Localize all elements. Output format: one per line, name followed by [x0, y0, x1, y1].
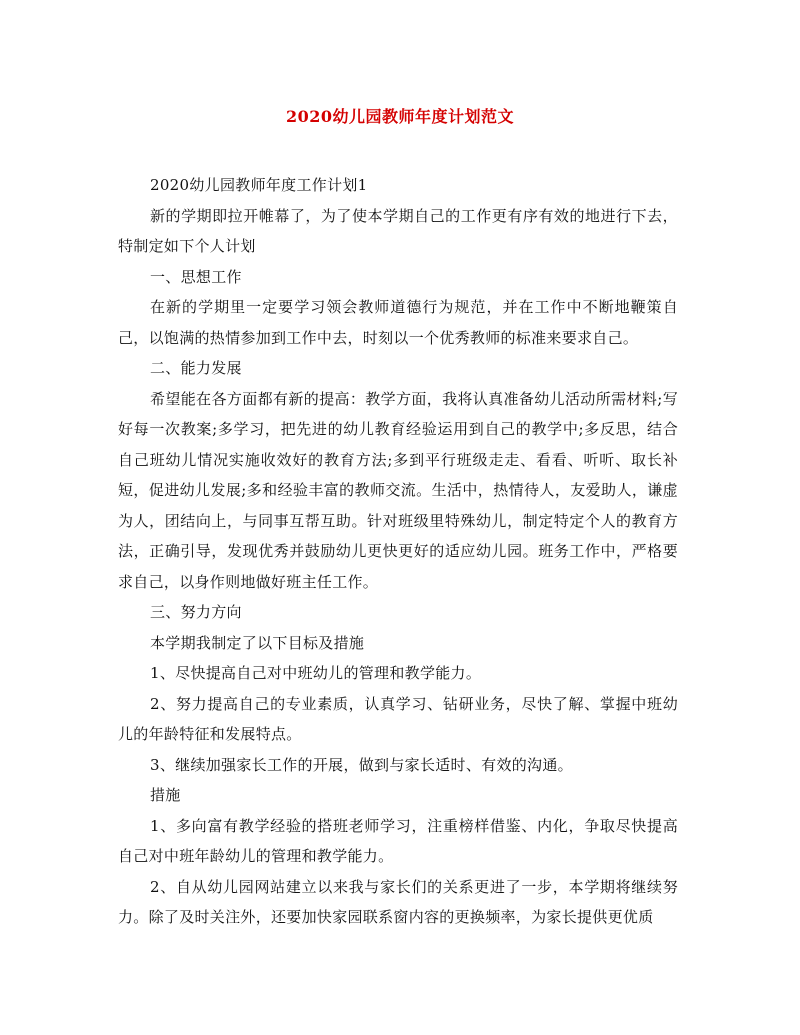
section-heading-thought: 一、思想工作 — [150, 267, 242, 286]
section-heading-direction: 三、努力方向 — [150, 603, 242, 621]
paragraph-goals-intro: 本学期我制定了以下目标及措施 — [150, 633, 365, 652]
section-heading-measures: 措施 — [150, 786, 181, 804]
paragraph-heading-plan: 2020幼儿园教师年度工作计划1 — [150, 176, 368, 194]
measure-item-2: 2、自从幼儿园网站建立以来我与家长们的关系更进了一步，本学期将继续努力。除了及时关注外，还要加快家园联系窗内容的更换频率，为家长提供更优质 — [118, 877, 678, 926]
paragraph-intro: 新的学期即拉开帷幕了，为了使本学期自己的工作更有序有效的地进行下去，特制定如下个人计划 — [118, 206, 678, 255]
paragraph-thought: 在新的学期里一定要学习领会教师道德行为规范，并在工作中不断地鞭策自己，以饱满的热情参加到工作中去，时刻以一个优秀教师的标准来要求自己。 — [118, 298, 678, 347]
goal-item-1: 1、尽快提高自己对中班幼儿的管理和教学能力。 — [150, 664, 482, 682]
goal-item-2: 2、努力提高自己的专业素质，认真学习、钻研业务，尽快了解、掌握中班幼儿的年龄特征和发展特点。 — [118, 694, 678, 743]
goal-item-3: 3、继续加强家长工作的开展，做到与家长适时、有效的沟通。 — [150, 755, 573, 774]
document-body — [118, 170, 678, 933]
section-heading-ability: 二、能力发展 — [150, 359, 242, 377]
measure-item-1: 1、多向富有教学经验的搭班老师学习，注重榜样借鉴、内化，争取尽快提高自己对中班年龄幼儿的管理和教学能力。 — [118, 816, 678, 865]
document-title: 2020幼儿园教师年度计划范文 — [285, 107, 515, 126]
paragraph-ability: 希望能在各方面都有新的提高：教学方面，我将认真准备幼儿活动所需材料;写好每一次教案;多学习，把先进的幼儿教育经验运用到自己的教学中;多反思，结合自己班幼儿情况实施收效好的教育方法;多到平行班级走走、看看、听听、取长补短，促进幼儿发展;多和经验丰富的教师交流。生活中，热情待人，友爱助人，谦虚为人，团结向上，与同事互帮互助。针对班级里特殊幼儿，制定特定个人的教育方法，正确引导，发现优秀并鼓励幼儿更快更好的适应幼儿园。班务工作中，严格要求自己，以身作则地做好班主任工作。 — [118, 389, 678, 591]
